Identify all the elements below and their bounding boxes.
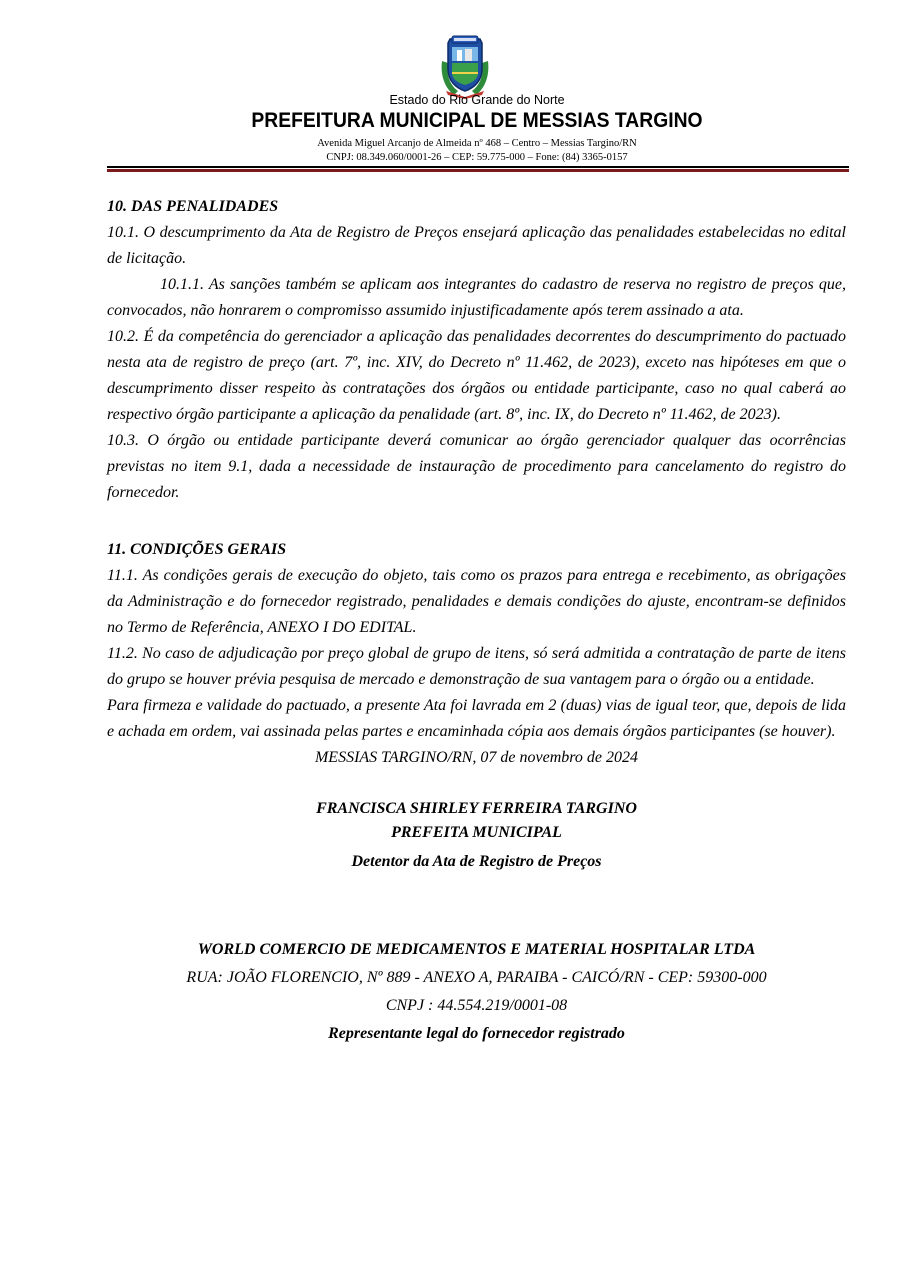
signatory-2-company: WORLD COMERCIO DE MEDICAMENTOS E MATERIAL HOSPITALAR LTDA bbox=[197, 941, 756, 958]
clause-10-2: 10.2. É da competência do gerenciador a aplicação das penalidades decorrentes do descumprimento do pactuado nesta ata de registro de preço (art. 7º, inc. XIV, do Decreto nº 11.462, de 2023), exceto nas hipóteses em que o descumprimento disser respeito às contratações dos órgãos ou entidade participante, caso no qual caberá ao respectivo órgão participante a aplicação da penalidade (art. 8º, inc. IX, do Decreto nº 11.462, de 2023). bbox=[107, 328, 846, 423]
place-date: MESSIAS TARGINO/RN, 07 de novembro de 2024 bbox=[314, 749, 639, 766]
section-11-title: 11. CONDIÇÕES GERAIS bbox=[107, 541, 287, 558]
signatory-1-capacity: Detentor da Ata de Registro de Preços bbox=[351, 853, 602, 870]
letterhead-address bbox=[0, 137, 900, 165]
clause-11-2: 11.2. No caso de adjudicação por preço global de grupo de itens, só será admitida a contratação de parte de itens do grupo se houver prévia pesquisa de mercado e demonstração de sua vantagem para o órgão ou a entidade. bbox=[107, 645, 846, 688]
signatory-2-capacity: Representante legal do fornecedor registrado bbox=[328, 1025, 625, 1042]
signatory-2-address: RUA: JOÃO FLORENCIO, Nº 889 - ANEXO A, PARAIBA - CAICÓ/RN - CEP: 59300-000 bbox=[186, 969, 767, 986]
letterhead bbox=[0, 0, 900, 175]
address-line: Avenida Miguel Arcanjo de Almeida nº 468 – Centro – Messias Targino/RN bbox=[317, 138, 637, 149]
coat-of-arms-icon bbox=[438, 33, 492, 99]
signatory-2-cnpj: CNPJ : 44.554.219/0001-08 bbox=[385, 997, 568, 1014]
signatory-1-name: FRANCISCA SHIRLEY FERREIRA TARGINO bbox=[316, 800, 637, 817]
spacer bbox=[107, 771, 846, 797]
clause-10-1-1: 10.1.1. As sanções também se aplicam aos integrantes do cadastro de reserva no registro de preços que, convocados, não honrarem o compromisso assumido injustificadamente após terem assinado a ata. bbox=[107, 276, 846, 319]
spacer bbox=[107, 875, 846, 937]
clause-10-3: 10.3. O órgão ou entidade participante deverá comunicar ao órgão gerenciador qualquer das ocorrências previstas no item 9.1, dada a necessidade de instauração de procedimento para cancelamento do registro do fornecedor. bbox=[107, 432, 846, 501]
registry-line: CNPJ: 08.349.060/0001-26 – CEP: 59.775-000 – Fone: (84) 3365-0157 bbox=[326, 152, 628, 163]
clause-11-1: 11.1. As condições gerais de execução do objeto, tais como os prazos para entrega e recebimento, as obrigações da Administração e do fornecedor registrado, penalidades e demais condições do ajuste, encontram-se definidos no Termo de Referência, ANEXO I DO EDITAL. bbox=[107, 567, 846, 636]
closing-paragraph: Para firmeza e validade do pactuado, a presente Ata foi lavrada em 2 (duas) vias de igual teor, que, depois de lida e achada em ordem, vai assinada pelas partes e encaminhada cópia aos demais órgãos participantes (se houver). bbox=[107, 697, 846, 740]
signatory-1-role: PREFEITA MUNICIPAL bbox=[391, 824, 562, 841]
document-body bbox=[107, 194, 846, 1047]
header-rule-dark bbox=[107, 166, 849, 168]
header-rule-red bbox=[107, 169, 849, 172]
state-name: Estado do Rio Grande do Norte bbox=[389, 93, 565, 107]
municipality-title: PREFEITURA MUNICIPAL DE MESSIAS TARGINO bbox=[251, 109, 703, 132]
clause-10-1: 10.1. O descumprimento da Ata de Registro de Preços ensejará aplicação das penalidades estabelecidas no edital de licitação. bbox=[107, 224, 846, 267]
section-10-title: 10. DAS PENALIDADES bbox=[107, 198, 279, 215]
spacer bbox=[107, 506, 846, 537]
